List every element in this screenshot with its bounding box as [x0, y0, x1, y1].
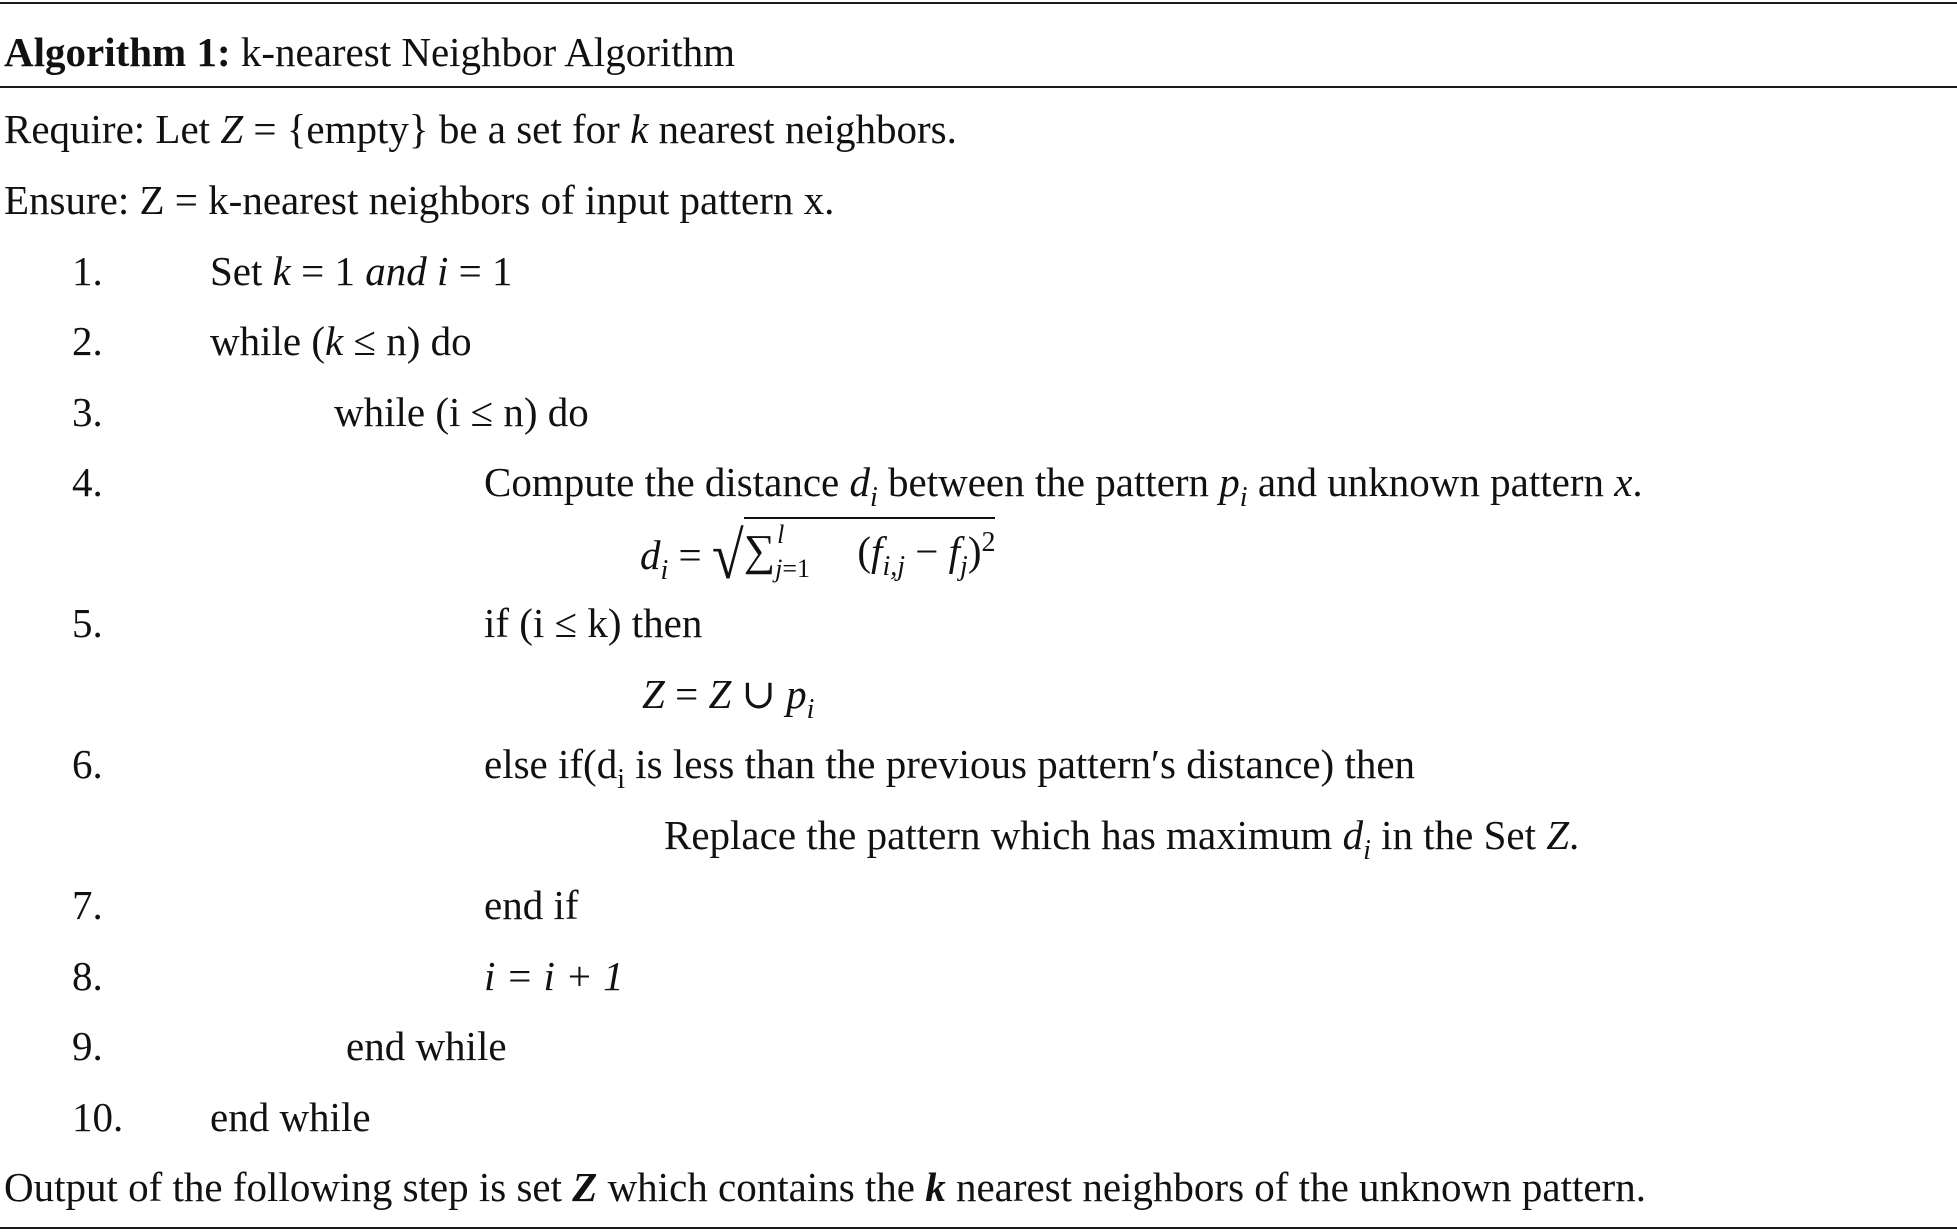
- formula-f1sub: i,j: [882, 551, 905, 582]
- s6b-di: i: [1363, 835, 1371, 866]
- s5b-p: p: [786, 671, 807, 717]
- s1-c: = 1: [448, 248, 513, 294]
- s6-a: else if(d: [484, 741, 618, 787]
- bottom-rule: [0, 1227, 1957, 1229]
- output-c: nearest neighbors of the unknown pattern.: [945, 1164, 1646, 1210]
- s5b-cup: ∪: [731, 671, 787, 717]
- s6b-dot: .: [1569, 812, 1580, 858]
- require-var-k: k: [630, 106, 649, 152]
- step-8-statement: i = i + 1: [484, 953, 624, 999]
- s6-b: is less than the previous pattern′s distance) then: [624, 741, 1416, 787]
- s1-i: i: [426, 248, 449, 294]
- s2-k: k: [325, 318, 344, 364]
- sqrt-icon: √: [711, 518, 744, 593]
- output-line: [4, 1157, 1646, 1217]
- sigma-icon: ∑: [743, 526, 776, 575]
- ensure-line: Ensure: Z = k-nearest neighbors of input pattern x.: [4, 177, 835, 223]
- step-number: 2.: [72, 318, 103, 364]
- sum-lower: j=1: [775, 553, 811, 583]
- step-5-union: [642, 664, 814, 730]
- step-5-statement: if (i ≤ k) then: [484, 600, 703, 646]
- top-rule: [0, 2, 1957, 4]
- step-6-statement: [484, 734, 1415, 800]
- step-2-statement: [210, 311, 472, 371]
- formula-eq: =: [668, 532, 712, 578]
- s5b-eq: =: [664, 671, 709, 717]
- step-number: 10.: [72, 1094, 124, 1140]
- require-var-z: Z: [220, 106, 244, 152]
- s5b-pi: i: [806, 694, 815, 725]
- s2-b: ≤ n) do: [343, 318, 472, 364]
- step-1-statement: [210, 241, 513, 301]
- s4-a: Compute the distance: [484, 459, 850, 505]
- formula-d: d: [640, 532, 661, 578]
- sum-upper: l: [777, 519, 785, 549]
- formula-f2sub: j: [960, 551, 968, 582]
- step-number: 6.: [72, 741, 103, 787]
- step-3-statement: while (i ≤ n) do: [334, 389, 589, 435]
- step-number: 3.: [72, 389, 103, 435]
- step-number: 7.: [72, 882, 103, 928]
- sqrt-radical: [712, 520, 996, 591]
- step-10-statement: end while: [210, 1094, 371, 1140]
- step-number: 1.: [72, 248, 103, 294]
- require-line: [4, 99, 957, 159]
- require-suffix: nearest neighbors.: [648, 106, 957, 152]
- s4-di: i: [870, 482, 878, 513]
- sum-limits: [775, 519, 847, 586]
- s4-b: between the pattern: [877, 459, 1220, 505]
- formula-rp: ): [967, 528, 982, 574]
- formula-f2: f: [948, 528, 961, 574]
- step-7-statement: end if: [484, 882, 579, 928]
- step-number: 5.: [72, 600, 103, 646]
- output-k: k: [925, 1164, 946, 1210]
- formula-minus: −: [905, 528, 949, 574]
- header-rule: [0, 86, 1957, 88]
- distance-formula: [640, 520, 995, 591]
- formula-lp: (: [847, 528, 872, 574]
- s4-d: d: [849, 459, 870, 505]
- step-9-statement: end while: [346, 1023, 507, 1069]
- s4-x: x: [1614, 459, 1633, 505]
- radicand: [744, 517, 996, 587]
- output-a: Output of the following step is set: [4, 1164, 573, 1210]
- algorithm-name: k-nearest Neighbor Algorithm: [240, 29, 736, 75]
- step-number: 8.: [72, 953, 103, 999]
- formula-f1: f: [871, 528, 883, 574]
- step-4-statement: [484, 452, 1643, 518]
- s1-b: = 1: [290, 248, 366, 294]
- output-z: Z: [572, 1164, 598, 1210]
- require-eq: = {empty} be a set for: [243, 106, 631, 152]
- s4-dot: .: [1632, 459, 1643, 505]
- output-b: which contains the: [597, 1164, 926, 1210]
- s6b-a: Replace the pattern which has maximum: [664, 812, 1343, 858]
- s1-a: Set: [210, 248, 273, 294]
- s1-and: and: [365, 248, 427, 294]
- algorithm-label: Algorithm 1:: [4, 29, 231, 75]
- s4-pi: i: [1239, 482, 1248, 513]
- require-prefix: Require: Let: [4, 106, 221, 152]
- step-6-replace: [664, 805, 1579, 871]
- s5b-z1: Z: [642, 671, 665, 717]
- s4-c: and unknown pattern: [1247, 459, 1615, 505]
- step-number: 4.: [72, 459, 103, 505]
- s6-di: i: [617, 764, 625, 795]
- s4-p: p: [1219, 459, 1240, 505]
- s6b-b: in the Set: [1370, 812, 1547, 858]
- s5b-z2: Z: [708, 671, 732, 717]
- formula-di: i: [660, 555, 669, 586]
- s1-k: k: [272, 248, 291, 294]
- formula-exp: 2: [981, 527, 996, 558]
- s6b-d: d: [1342, 812, 1364, 858]
- algorithm-title: [4, 22, 735, 82]
- step-number: 9.: [72, 1023, 103, 1069]
- s2-a: while (: [210, 318, 325, 364]
- s6b-z: Z: [1546, 812, 1570, 858]
